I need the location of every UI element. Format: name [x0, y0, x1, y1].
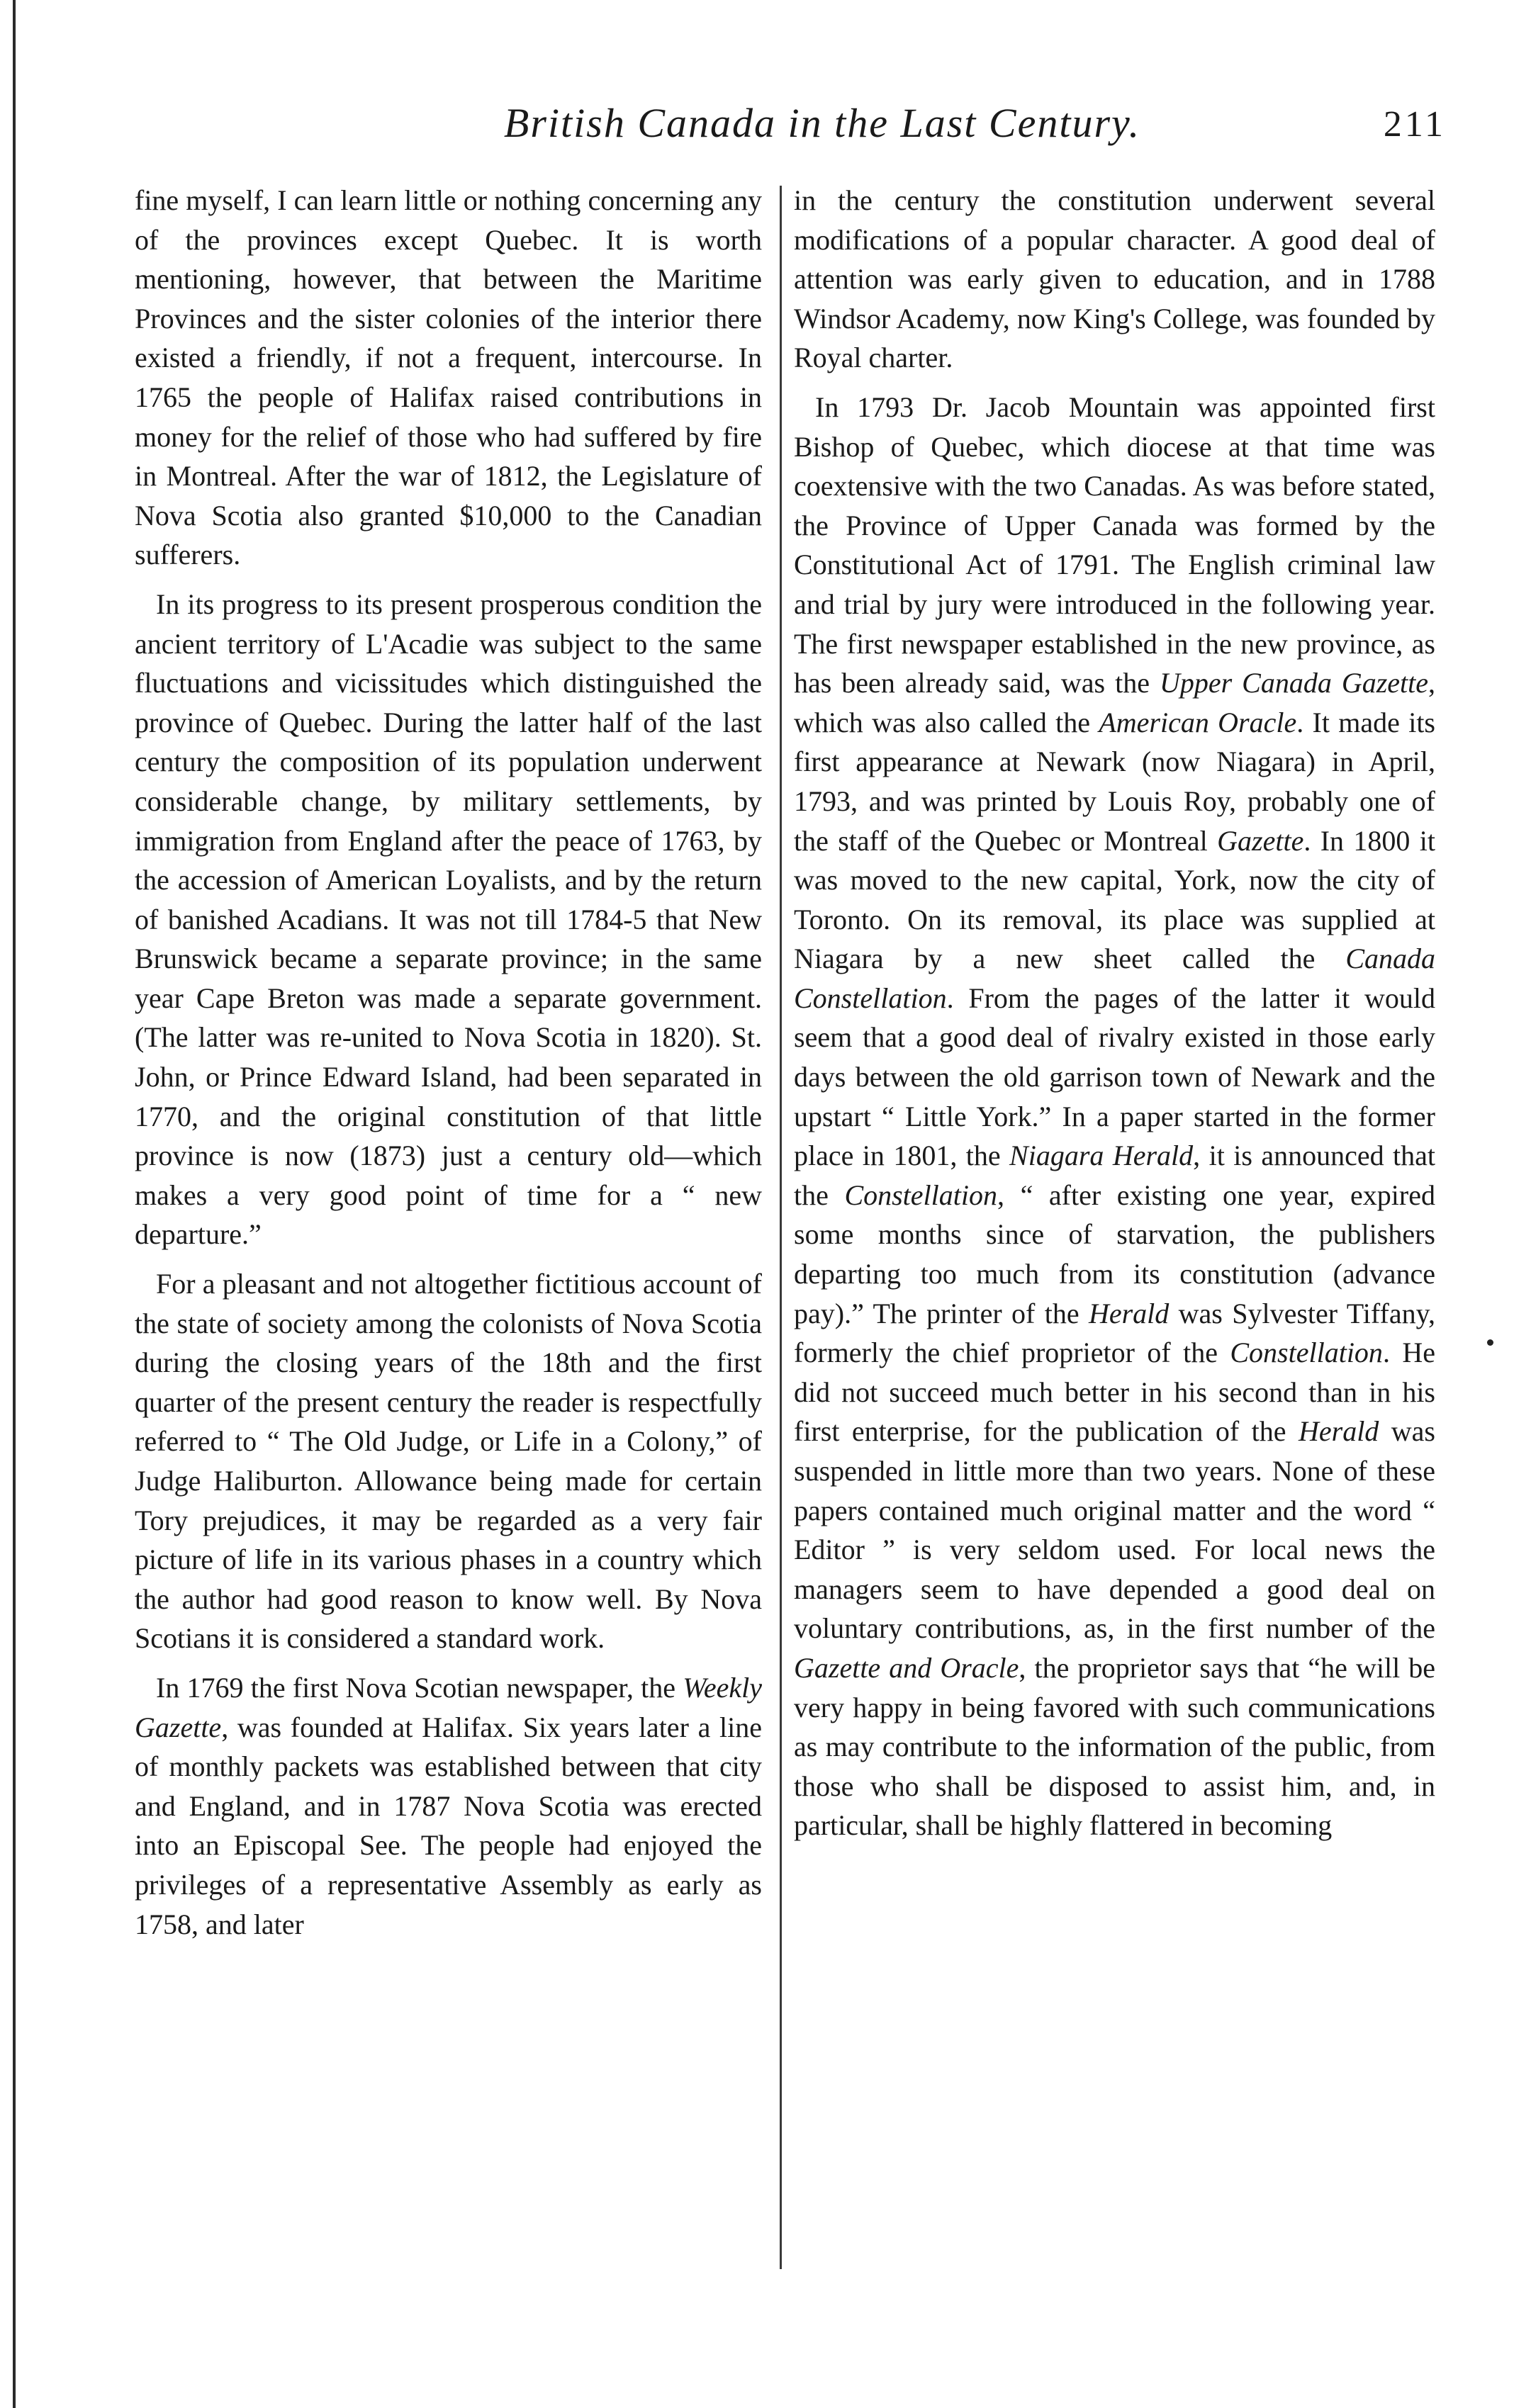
- newspaper-title: Niagara Herald: [1009, 1140, 1194, 1172]
- newspaper-title: Herald: [1298, 1415, 1379, 1448]
- newspaper-title: Weekly Gazette: [135, 1671, 762, 1743]
- newspaper-title: Upper Canada Gazette: [1159, 667, 1428, 699]
- newspaper-title: Herald: [1088, 1297, 1170, 1329]
- page-header: [128, 99, 1446, 163]
- paragraph-right-1: in the century the constitution underwent several modifications of a popular character. A good deal of attention was early given to education, and in 1788 Windsor Academy, now King's College, was founded by Royal charter.: [794, 184, 1435, 374]
- newspaper-title: Gazette and Oracle: [794, 1651, 1019, 1684]
- ink-speck: [1487, 1339, 1493, 1346]
- paragraph-right-2: [794, 388, 1435, 1845]
- paragraph-left-4: [135, 1668, 762, 1944]
- text-run: . From the pages of the latter it would seem that a good deal of rivalry existed in those early days between the old garrison town of Newark and the upstart “ Little York.” In a paper started in the former place in 1801, the: [794, 981, 1435, 1172]
- paragraph-left-2: In its progress to its present prosperous condition the ancient territory of L'Acadie was subject to the same fluctuations and vicissitudes which distinguished the province of Quebec. During the latter half of the last century the composition of its population underwent considerable change, by military settlements, by immigration from England after the peace of 1763, by the accession of American Loyalists, and by the return of banished Acadians. It was not till 1784-5 that New Brunswick became a separate province; in the same year Cape Breton was made a separate government. (The latter was re-united to Nova Scotia in 1820). St. John, or Prince Edward Island, had been separated in 1770, and the original constitution of that little province is now (1873) just a century old—which makes a very good point of time for a “ new departure.”: [135, 587, 762, 1251]
- right-column: [794, 181, 1435, 2342]
- text-run: was suspended in little more than two years. None of these papers contained much original matter and the word “ Editor ” is very seldom used. For local news the managers seem to have depended a good deal on voluntary contributions, as, in the first number of the: [794, 1415, 1435, 1645]
- text-run: . It made its first appearance at Newark (now Niagara) in April, 1793, and was printed by Louis Roy, probably one of the staff of the Quebec or Montreal: [794, 706, 1435, 857]
- column-divider: [780, 186, 782, 2269]
- text-run: , was founded at Halifax. Six years later a line of monthly packets was established between that city and England, and in 1787 Nova Scotia was erected into an Episcopal See. The people had enjoyed the privileges of a representative Assembly as early as 1758, and later: [135, 1711, 762, 1940]
- left-column: [135, 181, 762, 2342]
- text-run: In 1793 Dr. Jacob Mountain was appointed first Bishop of Quebec, which diocese at that time was coextensive with the two Canadas. As was before stated, the Province of Upper Canada was formed by the Constitutional Act of 1791. The English criminal law and trial by jury were introduced in the following year. The first newspaper established in the new province, as has been already said, was the: [794, 390, 1435, 699]
- paragraph-left-1: fine myself, I can learn little or nothing concerning any of the provinces except Quebec. It is worth mentioning, however, that between the Maritime Provinces and the sister colonies of the interior there existed a friendly, if not a frequent, intercourse. In 1765 the people of Halifax raised contributions in money for the relief of those who had suffered by fire in Montreal. After the war of 1812, the Legislature of Nova Scotia also granted $10,000 to the Canadian sufferers.: [135, 184, 762, 571]
- page-number: 211: [1383, 104, 1446, 145]
- text-run: . He did not succeed much better in his second than in his first enterprise, for the publication of the: [794, 1337, 1435, 1448]
- newspaper-title: Constellation: [1230, 1337, 1383, 1369]
- newspaper-title: Gazette: [1217, 824, 1304, 857]
- text-run: , “ after existing one year, expired some months since of starvation, the publishers departing too much from its constitution (advance pay).” The printer of the: [794, 1178, 1435, 1329]
- text-run: , which was also called the: [794, 667, 1435, 738]
- page-edge-rule: [13, 0, 16, 2408]
- running-title: British Canada in the Last Century.: [503, 100, 1141, 146]
- newspaper-title: Constellation: [844, 1178, 998, 1211]
- paragraph-left-3: For a pleasant and not altogether fictitious account of the state of society among the colonists of Nova Scotia during the closing years of the 18th and the first quarter of the present century the reader is respectfully referred to “ The Old Judge, or Life in a Colony,” of Judge Haliburton. Allowance being made for certain Tory prejudices, it may be regarded as a very fair picture of life in its various phases in a country which the author had good reason to know well. By Nova Scotians it is considered a standard work.: [135, 1268, 762, 1655]
- newspaper-title: Canada Constellation: [794, 943, 1435, 1014]
- text-run: , the proprietor says that “he will be very happy in being favored with such communications as may contribute to the information of the public, from those who shall be disposed to assist him, and, in particular, shall be highly flattered in becoming: [794, 1651, 1435, 1842]
- text-run: was Sylvester Tiffany, formerly the chief proprietor of the: [794, 1297, 1435, 1369]
- text-run: . In 1800 it was moved to the new capital, York, now the city of Toronto. On its removal, its place was supplied at Niagara by a new sheet called the: [794, 824, 1436, 975]
- text-run: , it is announced that the: [794, 1140, 1435, 1211]
- newspaper-title: American Oracle: [1099, 706, 1297, 738]
- text-run: In 1769 the first Nova Scotian newspaper, the: [156, 1671, 683, 1704]
